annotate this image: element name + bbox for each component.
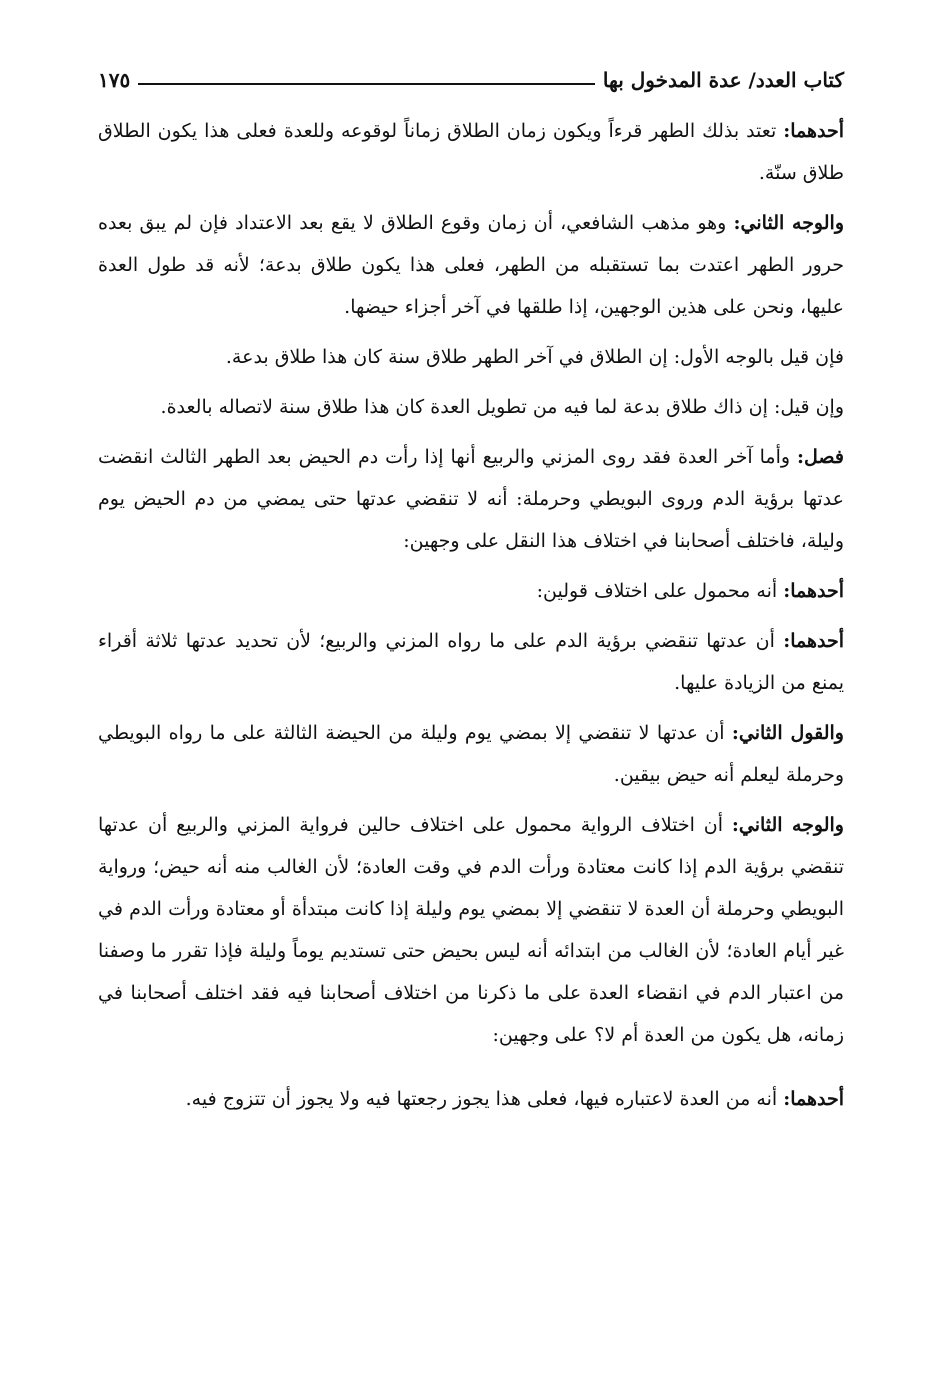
paragraph — [98, 336, 844, 378]
paragraph-lead: أحدهما: — [783, 1088, 844, 1110]
paragraph-text: أن عدتها لا تنقضي إلا بمضي يوم وليلة من الحيضة الثالثة على ما رواه البويطي وحرملة ليعلم أنه حيض بيقين. — [98, 722, 844, 786]
paragraph — [98, 804, 844, 1056]
paragraph — [98, 570, 844, 612]
paragraph-text: تعتد بذلك الطهر قرءاً ويكون زمان الطلاق زماناً لوقوعه وللعدة فعلى هذا يكون الطلاق طلاق سنّة. — [98, 120, 844, 184]
paragraph — [98, 386, 844, 428]
paragraph-lead: والقول الثاني: — [731, 722, 844, 744]
header-rule — [138, 83, 595, 85]
paragraph-lead: أحدهما: — [783, 120, 844, 142]
paragraph-text: أن عدتها تنقضي برؤية الدم على ما رواه المزني والربيع؛ لأن تحديد عدتها ثلاثة أقراء يمنع من الزيادة عليها. — [98, 630, 844, 694]
paragraph-lead: والوجه الثاني: — [733, 212, 844, 234]
paragraph — [98, 436, 844, 562]
paragraph — [98, 110, 844, 194]
paragraph-lead: أحدهما: — [783, 580, 844, 602]
paragraph-text: أنه من العدة لاعتباره فيها، فعلى هذا يجوز رجعتها فيه ولا يجوز أن تتزوج فيه. — [185, 1088, 784, 1110]
paragraph-lead: أحدهما: — [783, 630, 844, 652]
paragraph — [98, 620, 844, 704]
running-header — [98, 58, 844, 92]
paragraph-text: وإن قيل: إن ذاك طلاق بدعة لما فيه من تطويل العدة كان هذا طلاق سنة لاتصاله بالعدة. — [160, 396, 844, 418]
paragraph-text: وأما آخر العدة فقد روى المزني والربيع أنها إذا رأت دم الحيض بعد الطهر الثالث انقضت عدتها برؤية الدم وروى البويطي وحرملة: أنه لا تنقضي عدتها حتى يمضي من دم الحيض يوم وليلة، فاختلف أصحابنا في اختلاف هذا النقل على وجهين: — [98, 446, 844, 552]
paragraph-text: أن اختلاف الرواية محمول على اختلاف حالين فرواية المزني والربيع أن عدتها تنقضي برؤية الدم إذا كانت معتادة ورأت الدم في وقت العادة؛ لأن الغالب منه أنه حيض؛ ورواية البويطي وحرملة أن العدة لا تنقضي إلا بمضي يوم وليلة إذا كانت مبتدأة أو معتادة ورأت الدم في غير أيام العادة؛ لأن الغالب من ابتدائه أنه ليس بحيض حتى تستديم يوماً وليلة فإذا تقرر ما وصفنا من اعتبار الدم في انقضاء العدة على ما ذكرنا من اختلاف أصحابنا فيه فقد اختلف أصحابنا في زمانه، هل يكون من العدة أم لا؟ على وجهين: — [98, 814, 844, 1046]
paragraph — [98, 1078, 844, 1120]
paragraph-text: وهو مذهب الشافعي، أن زمان وقوع الطلاق لا يقع بعد الاعتداد فإن لم يبق بعده حرور الطهر اعتدت بما تستقبله من الطهر، فعلى هذا يكون طلاق بدعة؛ لأنه قد طول العدة عليها، ونحن على هذين الوجهين، إذا طلقها في آخر أجزاء حيضها. — [98, 212, 844, 318]
paragraph-lead: فصل: — [797, 446, 844, 468]
chapter-title: كتاب العدد/ عدة المدخول بها — [602, 68, 844, 92]
paragraph-text: فإن قيل بالوجه الأول: إن الطلاق في آخر الطهر طلاق سنة كان هذا طلاق بدعة. — [225, 346, 844, 368]
page-number: ١٧٥ — [98, 68, 131, 92]
paragraph — [98, 202, 844, 328]
paragraph-lead: والوجه الثاني: — [731, 814, 844, 836]
paragraph — [98, 712, 844, 796]
paragraph-text: أنه محمول على اختلاف قولين: — [536, 580, 784, 602]
